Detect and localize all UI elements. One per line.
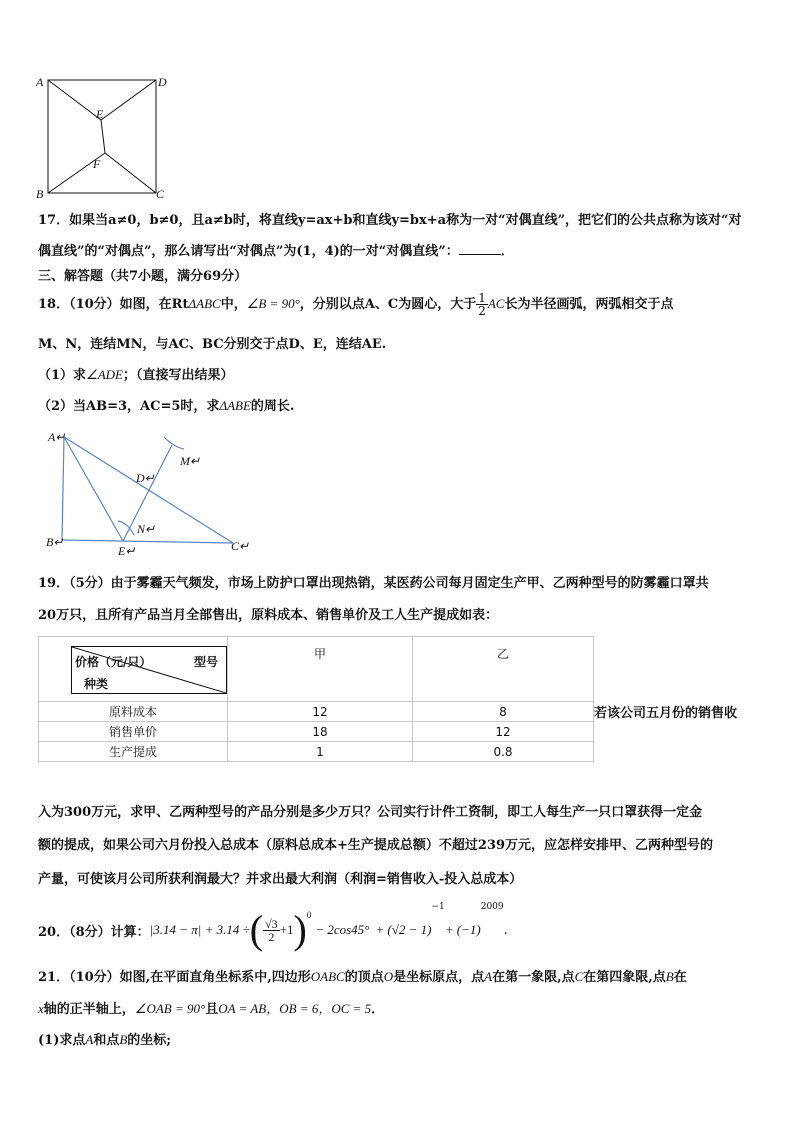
table-row bbox=[39, 742, 594, 762]
q19-line3: 入为300万元，求甲、乙两种型号的产品分别是多少万只？公司实行计件工资制，即工人每生产一只口罩获得一定金 bbox=[38, 805, 703, 820]
table-header-diagonal-cell bbox=[39, 637, 228, 702]
row-label: 销售单价 bbox=[39, 722, 228, 742]
q17-line2-text: 偶直线”的“对偶点”，那么请写出“对偶点”为(1，4)的一对“对偶直线”： bbox=[38, 244, 459, 259]
q21-part1 bbox=[38, 1029, 171, 1048]
q20-prefix: 20．（8分）计算： bbox=[38, 924, 150, 940]
square-figure bbox=[30, 70, 180, 205]
left-paren: ( bbox=[249, 907, 264, 952]
exponent-minus-one: −1 bbox=[431, 902, 445, 912]
q21-text2: 是坐标原点，点 bbox=[393, 970, 485, 985]
q21-point-a: A bbox=[85, 1032, 94, 1047]
q18-prefix: 18．（10分）如图，在Rt bbox=[38, 297, 189, 312]
q19-line4: 额的提成，如果公司六月份投入总成本（原料总成本+生产提成总额）不超过239万元，应怎样安排甲、乙两种型号的 bbox=[38, 838, 714, 853]
q18-angle-ade: ∠ADE bbox=[86, 367, 123, 382]
label-tri-M: M↵ bbox=[180, 454, 201, 468]
label-A: A bbox=[36, 75, 44, 89]
section-3-heading: 三、解答题（共7小题，满分69分） bbox=[38, 269, 248, 284]
cell-jia: 1 bbox=[228, 742, 413, 762]
q18-part2 bbox=[38, 395, 294, 414]
q19-line2: 20万只，且所有产品当月全部售出，原料成本、销售单价及工人生产提成如表： bbox=[38, 608, 499, 623]
q20-expr-abs: |3.14 − π| + 3.14 ÷ bbox=[149, 922, 250, 937]
q19-line5: 产量，可使该月公司所获利润最大？并求出最大利润（利润=销售收入-投入总成本） bbox=[38, 872, 523, 887]
q21-text3: 在第一象限,点 bbox=[492, 970, 575, 985]
answer-blank bbox=[459, 254, 501, 255]
cell-yi: 8 bbox=[413, 702, 594, 722]
label-C: C bbox=[156, 187, 165, 201]
label-D: D bbox=[158, 75, 167, 89]
q21-x: x bbox=[38, 1001, 44, 1016]
cost-table bbox=[38, 636, 594, 762]
table-row bbox=[39, 722, 594, 742]
diagonal-box bbox=[71, 646, 227, 694]
header-price: 价格（元/只） bbox=[75, 655, 152, 669]
q21-text: 的顶点 bbox=[344, 970, 384, 985]
q17-line2 bbox=[38, 240, 514, 259]
q21-text4: 在第四象限,点 bbox=[583, 970, 666, 985]
label-tri-E: E↵ bbox=[118, 544, 136, 558]
q21-point-b: B bbox=[119, 1032, 128, 1047]
label-B: B bbox=[36, 187, 44, 201]
q18-text3: 长为半径画弧，两弧相交于点 bbox=[504, 297, 674, 312]
header-kind: 种类 bbox=[84, 677, 109, 691]
q21-conditions: OA = AB，OB = 6，OC = 5 bbox=[218, 1001, 372, 1016]
row-label: 生产提成 bbox=[39, 742, 228, 762]
q21-line2 bbox=[38, 998, 384, 1017]
q21-angle-oab: ∠OAB = 90° bbox=[134, 1001, 206, 1016]
cell-jia: 18 bbox=[228, 722, 413, 742]
q20-expr-neg-one: + (−1) bbox=[444, 922, 481, 937]
label-tri-N: N↵ bbox=[137, 522, 156, 536]
q18-triangle-abe: ΔABE bbox=[219, 398, 251, 413]
label-tri-B: B↵ bbox=[46, 535, 64, 549]
q17-period: ． bbox=[500, 244, 514, 259]
q18-part1-note: ；（直接写出结果） bbox=[122, 368, 234, 383]
label-tri-D: D↵ bbox=[136, 471, 155, 485]
fraction-denominator: 2 bbox=[268, 929, 275, 944]
q21-part1-label: (1)求点 bbox=[38, 1033, 86, 1048]
q21-oabc: OABC bbox=[310, 969, 345, 984]
q21-o: O bbox=[383, 969, 394, 984]
q21-prefix: 21．（10分）如图,在平面直角坐标系中,四边形 bbox=[38, 970, 311, 985]
cell-jia: 12 bbox=[228, 702, 413, 722]
cell-yi: 0.8 bbox=[413, 742, 594, 762]
q19-line1: 19．（5分）由于雾霾天气频发，市场上防护口罩出现热销，某医药公司每月固定生产甲、乙两种型号的防雾霾口罩共 bbox=[38, 576, 709, 591]
q21-c: C bbox=[574, 969, 584, 984]
label-E: E bbox=[96, 107, 104, 121]
fraction-denominator: 2 bbox=[478, 304, 486, 318]
square-outline bbox=[48, 80, 156, 193]
column-header-yi: 乙 bbox=[413, 637, 594, 702]
exponent-2009: 2009 bbox=[480, 902, 504, 912]
q18-part1-label: （1）求 bbox=[38, 368, 87, 383]
header-model: 型号 bbox=[194, 655, 219, 669]
fraction-numerator: √3 bbox=[265, 916, 278, 931]
label-F: F bbox=[93, 157, 101, 171]
label-tri-C: C↵ bbox=[231, 539, 250, 553]
q18-part2-tail: 的周长. bbox=[250, 399, 295, 414]
right-paren: ) bbox=[293, 907, 307, 952]
q18-ac: AC bbox=[487, 296, 505, 311]
q18-text: 中， bbox=[220, 297, 247, 312]
q21-text6: 轴的正半轴上， bbox=[43, 1002, 135, 1017]
q18-line1 bbox=[38, 289, 674, 320]
q21-part1-tail: 的坐标; bbox=[127, 1033, 172, 1048]
q18-part2-label: （2）当AB=3，AC=5时，求 bbox=[38, 399, 220, 414]
q20-line bbox=[38, 902, 508, 958]
q20-period: . bbox=[503, 922, 508, 938]
table-row bbox=[39, 702, 594, 722]
plus-one: +1 bbox=[279, 922, 294, 937]
q21-and: 且 bbox=[205, 1002, 219, 1017]
q20-expr-sqrt2: + (√2 − 1) bbox=[375, 922, 432, 937]
triangle-figure bbox=[40, 425, 260, 560]
q21-b: B bbox=[665, 969, 674, 984]
q18-line2: M、N，连结MN，与AC、BC分别交于点D、E，连结AE. bbox=[38, 337, 387, 352]
fraction-sqrt3-over-2 bbox=[263, 918, 280, 943]
q18-part1 bbox=[38, 364, 234, 383]
q21-and2: 和点 bbox=[93, 1033, 120, 1048]
q18-angle-b: ∠B = 90° bbox=[246, 296, 300, 311]
fraction-numerator: 1 bbox=[478, 291, 486, 305]
fraction-one-half bbox=[476, 292, 488, 317]
q17-line1: 17．如果当a≠0，b≠0，且a≠b时，将直线y=ax+b和直线y=bx+a称为一对“对偶直线”，把它们的公共点称为该对“对 bbox=[38, 213, 742, 228]
q21-period: ． bbox=[371, 1002, 385, 1017]
cell-yi: 12 bbox=[413, 722, 594, 742]
q19-side-text: 若该公司五月份的销售收 bbox=[594, 706, 738, 721]
q20-expr-cos: − 2cos45° bbox=[315, 922, 370, 937]
q20-paren-group bbox=[249, 907, 312, 952]
column-header-jia: 甲 bbox=[228, 637, 413, 702]
exponent-zero: 0 bbox=[306, 910, 312, 920]
q21-text5: 在 bbox=[673, 970, 687, 985]
q21-line1 bbox=[38, 966, 687, 985]
q21-a: A bbox=[484, 969, 493, 984]
row-label: 原料成本 bbox=[39, 702, 228, 722]
q18-text2: ，分别以点A、C为圆心，大于 bbox=[299, 297, 477, 312]
q18-triangle-abc: ΔABC bbox=[188, 296, 221, 311]
label-tri-A: A↵ bbox=[48, 430, 66, 444]
